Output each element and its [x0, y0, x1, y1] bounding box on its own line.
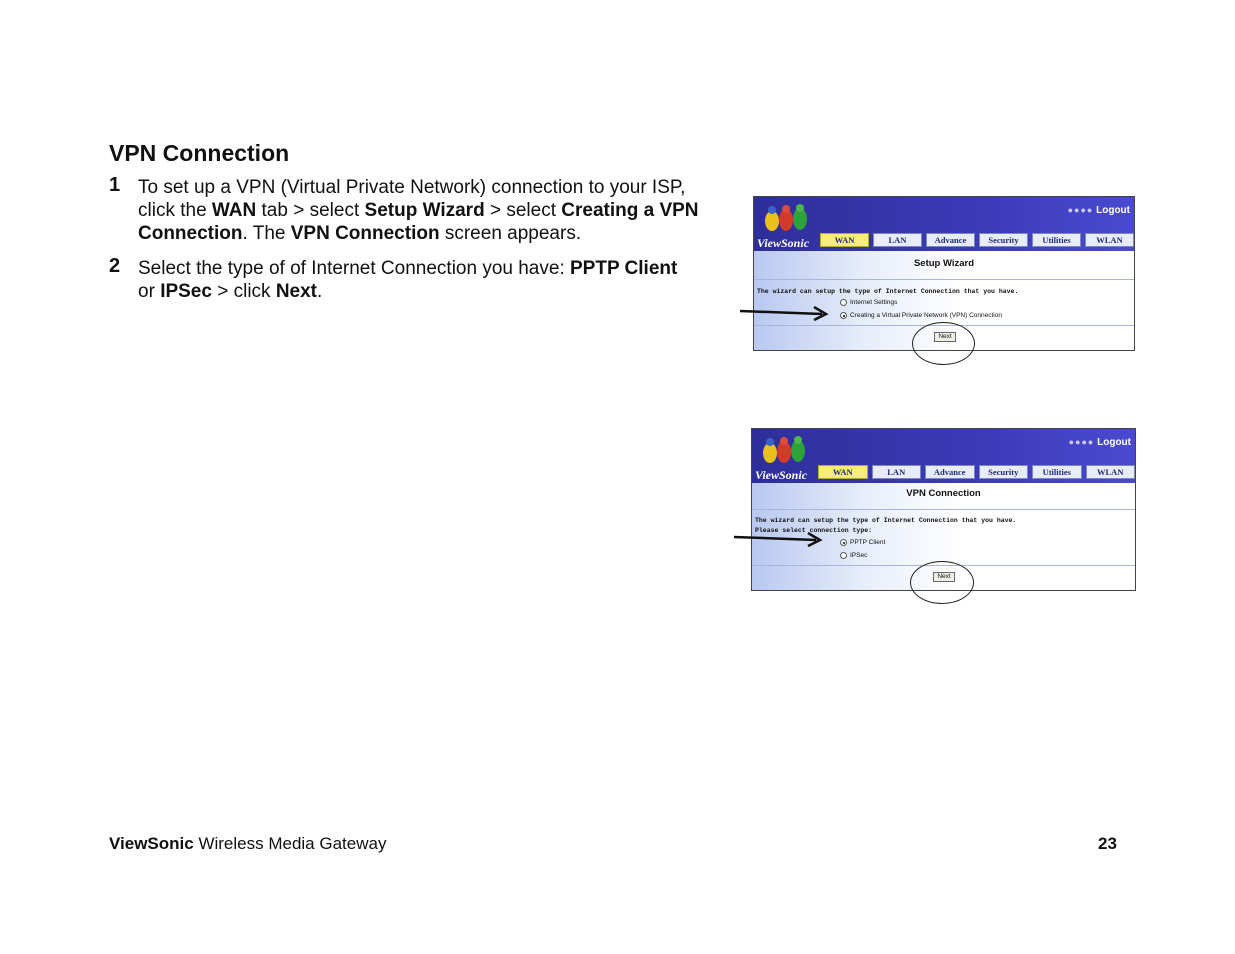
dots-icon: ●●●● — [1067, 205, 1094, 215]
nav-tabs — [820, 233, 1134, 247]
pointer-arrow-icon — [732, 531, 824, 547]
next-highlight-circle — [910, 561, 974, 604]
page-title: VPN Connection — [906, 488, 981, 499]
dots-icon: ●●●● — [1068, 437, 1095, 447]
tab-utilities[interactable]: Utilities — [1032, 233, 1081, 247]
tab-utilities[interactable]: Utilities — [1032, 465, 1082, 479]
nav-tabs — [818, 465, 1135, 479]
tab-wlan[interactable]: WLAN — [1085, 233, 1134, 247]
tab-advance[interactable]: Advance — [925, 465, 975, 479]
radio-unselected-icon — [840, 552, 847, 559]
pointer-arrow-icon — [738, 305, 830, 321]
step-number: 2 — [109, 255, 121, 277]
step-1 — [109, 176, 709, 245]
page-title: Setup Wizard — [913, 258, 975, 269]
tab-wan[interactable]: WAN — [818, 465, 868, 479]
tab-lan[interactable]: LAN — [873, 233, 922, 247]
tab-security[interactable]: Security — [979, 233, 1028, 247]
radio-selected-icon — [840, 312, 847, 319]
wizard-description: The wizard can setup the type of Internet Connection that you have. — [755, 517, 1017, 524]
router-header — [752, 429, 1135, 483]
next-highlight-circle — [912, 322, 975, 365]
brand-logo: ViewSonic — [755, 468, 808, 482]
footer-product: ViewSonic Wireless Media Gateway — [109, 834, 387, 853]
radio-unselected-icon — [840, 299, 847, 306]
tab-advance[interactable]: Advance — [926, 233, 975, 247]
parrots-logo-icon — [762, 201, 812, 235]
option-vpn-connection[interactable]: Creating a Virtual Private Network (VPN) Connection — [840, 312, 1002, 319]
option-ipsec[interactable]: IPSec — [840, 552, 867, 559]
divider — [752, 509, 1135, 510]
tab-wlan[interactable]: WLAN — [1086, 465, 1136, 479]
tab-wan[interactable]: WAN — [820, 233, 869, 247]
logout-link[interactable]: ●●●● Logout — [1067, 205, 1130, 216]
divider — [754, 279, 1134, 280]
tab-lan[interactable]: LAN — [872, 465, 922, 479]
step-number: 1 — [109, 174, 121, 196]
router-header — [754, 197, 1134, 251]
parrots-logo-icon — [760, 433, 810, 467]
option-internet-settings[interactable]: Internet Settings — [840, 299, 897, 306]
step-text: To set up a VPN (Virtual Private Network) connection to your ISP, click the WAN tab > select Setup Wizard > select Creating a VPN Connection. The VPN Connection screen appears. — [138, 177, 699, 244]
radio-selected-icon — [840, 539, 847, 546]
step-2 — [109, 257, 709, 303]
section-title: VPN Connection — [109, 140, 290, 166]
step-text: Select the type of of Internet Connection you have: PPTP Client or IPSec > click Next. — [138, 258, 678, 302]
next-button[interactable]: Next — [933, 572, 955, 582]
wizard-description: The wizard can setup the type of Internet Connection that you have. — [757, 288, 1019, 295]
page-number: 23 — [1098, 834, 1117, 853]
brand-logo: ViewSonic — [757, 236, 810, 250]
connection-type-prompt: Please select connection type: — [755, 527, 873, 534]
tab-security[interactable]: Security — [979, 465, 1029, 479]
next-button[interactable]: Next — [934, 332, 956, 342]
option-pptp-client[interactable]: PPTP Client — [840, 539, 885, 546]
logout-link[interactable]: ●●●● Logout — [1068, 437, 1131, 448]
